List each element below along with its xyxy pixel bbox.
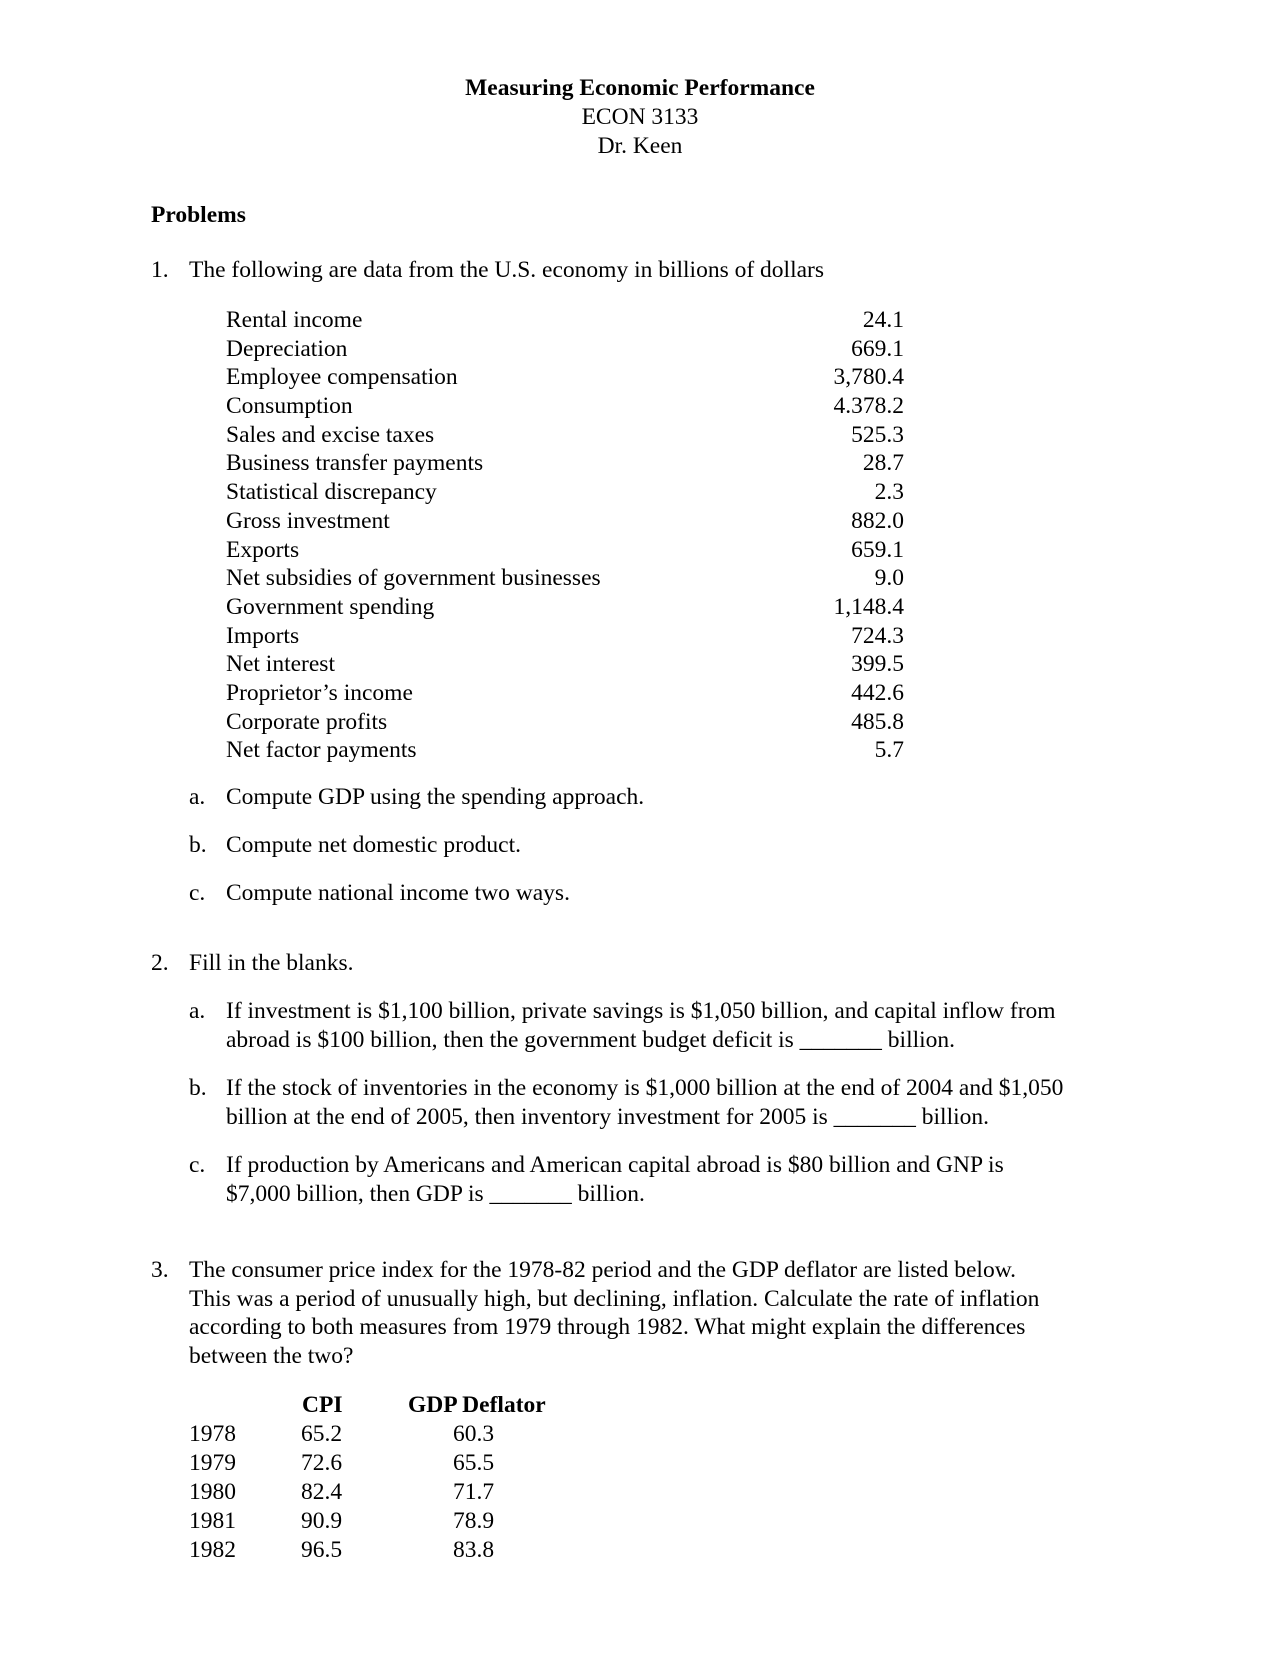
question-3-text [189, 1256, 1039, 1371]
data-label: Corporate profits [226, 708, 388, 735]
data-row [226, 421, 904, 450]
data-value: 399.5 [851, 651, 904, 678]
q2-part-b-text [226, 1074, 1126, 1131]
q2-part-a-text [226, 997, 1126, 1054]
document-title: Measuring Economic Performance [465, 75, 815, 101]
data-row [226, 392, 904, 421]
document-header [0, 74, 1280, 161]
data-label: Proprietor’s income [226, 679, 413, 706]
deflator-cell: 71.7 [453, 1479, 495, 1505]
section-heading: Problems [151, 202, 246, 228]
q2-part-c-letter: c. [189, 1152, 206, 1178]
economic-data-table [226, 306, 904, 765]
instructor-name: Dr. Keen [597, 133, 683, 159]
data-label: Rental income [226, 307, 363, 333]
data-label: Business transfer payments [226, 450, 484, 477]
data-row [226, 650, 904, 679]
data-label: Gross investment [226, 507, 390, 534]
q2-part-a-line2: abroad is $100 billion, then the government budget deficit is _______ billion. [226, 1026, 956, 1053]
data-value: 669.1 [851, 335, 904, 362]
data-row [226, 679, 904, 708]
data-value: 485.8 [851, 708, 904, 735]
data-label: Statistical discrepancy [226, 479, 437, 506]
year-cell: 1978 [189, 1421, 236, 1447]
data-label: Imports [226, 622, 300, 649]
q1-part-b-letter: b. [189, 832, 207, 858]
q1-part-a-letter: a. [189, 784, 206, 810]
data-value: 724.3 [851, 622, 904, 649]
data-label: Government spending [226, 593, 435, 620]
data-value: 659.1 [851, 536, 904, 563]
q2-part-b-line1: If the stock of inventories in the economy is $1,000 billion at the end of 2004 and $1,050 [226, 1075, 1064, 1101]
data-label: Exports [226, 536, 300, 563]
cpi-cell: 82.4 [301, 1479, 343, 1505]
q1-part-b-text: Compute net domestic product. [226, 832, 522, 858]
year-cell: 1981 [189, 1508, 236, 1534]
cpi-cell: 65.2 [301, 1421, 343, 1447]
q2-part-b-line2: billion at the end of 2005, then inventory investment for 2005 is _______ billion. [226, 1103, 990, 1130]
q3-line: according to both measures from 1979 through 1982. What might explain the differences [189, 1314, 1026, 1341]
data-label: Net subsidies of government businesses [226, 565, 601, 592]
data-row [226, 478, 904, 507]
data-row [226, 564, 904, 593]
cpi-cell: 90.9 [301, 1508, 343, 1534]
data-label: Sales and excise taxes [226, 421, 435, 448]
deflator-cell: 65.5 [453, 1450, 495, 1476]
q2-part-a-line1: If investment is $1,100 billion, private savings is $1,050 billion, and capital inflow from [226, 998, 1056, 1024]
data-row [226, 449, 904, 478]
q1-part-c-letter: c. [189, 880, 206, 906]
data-value: 3,780.4 [833, 364, 904, 391]
data-value: 9.0 [874, 565, 904, 592]
q1-part-c-text: Compute national income two ways. [226, 880, 570, 906]
data-value: 5.7 [874, 737, 904, 764]
data-label: Depreciation [226, 335, 348, 362]
q1-part-a-text: Compute GDP using the spending approach. [226, 784, 645, 810]
q2-part-c-line1: If production by Americans and American capital abroad is $80 billion and GNP is [226, 1152, 1004, 1178]
deflator-cell: 83.8 [453, 1537, 495, 1563]
data-row [226, 335, 904, 364]
year-cell: 1982 [189, 1537, 236, 1563]
cpi-header: CPI [302, 1392, 343, 1418]
gdp-deflator-header: GDP Deflator [408, 1392, 546, 1418]
deflator-cell: 60.3 [453, 1421, 495, 1447]
question-1-number: 1. [151, 257, 169, 283]
data-value: 525.3 [851, 421, 904, 448]
q3-line: This was a period of unusually high, but declining, inflation. Calculate the rate of inflation [189, 1285, 1040, 1312]
data-label: Employee compensation [226, 364, 458, 391]
data-row [226, 622, 904, 651]
data-row [226, 708, 904, 737]
data-row [226, 507, 904, 536]
data-value: 24.1 [862, 307, 904, 333]
data-row [226, 306, 904, 335]
data-value: 442.6 [851, 679, 904, 706]
data-row [226, 536, 904, 565]
q3-line: between the two? [189, 1343, 354, 1370]
deflator-cell: 78.9 [453, 1508, 495, 1534]
course-code: ECON 3133 [581, 104, 699, 130]
data-row [226, 363, 904, 392]
data-label: Consumption [226, 393, 353, 420]
year-cell: 1979 [189, 1450, 236, 1476]
data-value: 2.3 [874, 479, 904, 506]
data-value: 4.378.2 [833, 393, 904, 420]
question-1-text: The following are data from the U.S. economy in billions of dollars [189, 257, 825, 283]
question-2-number: 2. [151, 950, 169, 976]
cpi-cell: 72.6 [301, 1450, 343, 1476]
year-cell: 1980 [189, 1479, 236, 1505]
q2-part-c-text [226, 1151, 1126, 1208]
q2-part-b-letter: b. [189, 1075, 207, 1101]
data-label: Net factor payments [226, 737, 417, 764]
data-value: 28.7 [862, 450, 904, 477]
data-row [226, 736, 904, 765]
question-2-text: Fill in the blanks. [189, 950, 354, 976]
q3-line: The consumer price index for the 1978-82 period and the GDP deflator are listed below. [189, 1257, 1017, 1283]
cpi-cell: 96.5 [301, 1537, 343, 1563]
q2-part-c-line2: $7,000 billion, then GDP is _______ billion. [226, 1180, 645, 1207]
data-label: Net interest [226, 651, 335, 678]
question-3-number: 3. [151, 1257, 169, 1283]
q2-part-a-letter: a. [189, 998, 206, 1024]
data-value: 882.0 [851, 507, 904, 534]
data-row [226, 593, 904, 622]
data-value: 1,148.4 [833, 593, 904, 620]
